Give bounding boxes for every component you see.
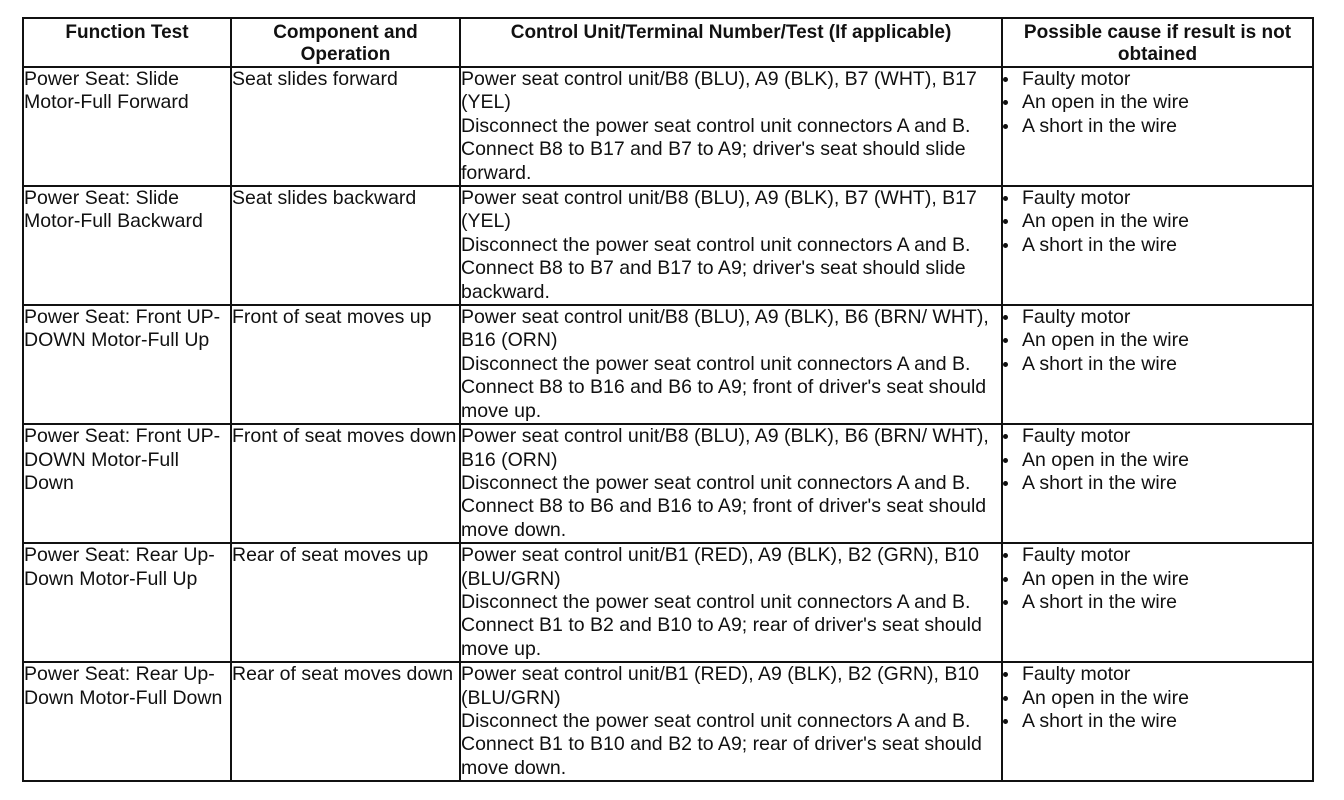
cause-item: An open in the wire xyxy=(1003,91,1312,114)
function-test-table xyxy=(22,17,1314,782)
control-unit-cell xyxy=(460,543,1002,662)
control-unit-cell xyxy=(460,305,1002,424)
cause-item: An open in the wire xyxy=(1003,329,1312,352)
function-test-cell: Power Seat: Rear Up-Down Motor-Full Down xyxy=(23,662,231,781)
table-row xyxy=(23,662,1313,781)
possible-cause-cell xyxy=(1002,67,1313,186)
component-cell: Rear of seat moves up xyxy=(231,543,460,662)
possible-cause-cell xyxy=(1002,662,1313,781)
cause-item: Faulty motor xyxy=(1003,68,1312,91)
bullet-icon xyxy=(1003,100,1008,105)
terminal-numbers: Power seat control unit/B8 (BLU), A9 (BLK), B7 (WHT), B17 (YEL) xyxy=(461,187,977,233)
table-row xyxy=(23,305,1313,424)
bullet-icon xyxy=(1003,434,1008,439)
bullet-icon xyxy=(1003,196,1008,201)
test-procedure: Disconnect the power seat control unit connectors A and B. Connect B8 to B6 and B16 to A9; front of driver's seat should move down. xyxy=(461,471,987,541)
bullet-icon xyxy=(1003,362,1008,367)
bullet-icon xyxy=(1003,672,1008,677)
terminal-numbers: Power seat control unit/B8 (BLU), A9 (BLK), B6 (BRN/ WHT), B16 (ORN) xyxy=(461,306,989,352)
test-procedure: Disconnect the power seat control unit connectors A and B. Connect B1 to B2 and B10 to A9; rear of driver's seat should move up. xyxy=(461,590,982,660)
cause-item: Faulty motor xyxy=(1003,544,1312,567)
possible-cause-cell xyxy=(1002,186,1313,305)
bullet-icon xyxy=(1003,719,1008,724)
component-cell: Seat slides backward xyxy=(231,186,460,305)
cause-item: An open in the wire xyxy=(1003,449,1312,472)
function-test-cell: Power Seat: Rear Up-Down Motor-Full Up xyxy=(23,543,231,662)
cause-item: A short in the wire xyxy=(1003,234,1312,257)
bullet-icon xyxy=(1003,600,1008,605)
cause-item: Faulty motor xyxy=(1003,187,1312,210)
bullet-icon xyxy=(1003,315,1008,320)
bullet-icon xyxy=(1003,553,1008,558)
cause-item: An open in the wire xyxy=(1003,568,1312,591)
bullet-icon xyxy=(1003,481,1008,486)
bullet-icon xyxy=(1003,458,1008,463)
header-row xyxy=(23,18,1313,67)
possible-cause-cell xyxy=(1002,543,1313,662)
bullet-icon xyxy=(1003,338,1008,343)
function-test-cell: Power Seat: Slide Motor-Full Forward xyxy=(23,67,231,186)
table-row xyxy=(23,424,1313,543)
cause-item: Faulty motor xyxy=(1003,663,1312,686)
component-cell: Seat slides forward xyxy=(231,67,460,186)
control-unit-cell xyxy=(460,186,1002,305)
cause-item: An open in the wire xyxy=(1003,210,1312,233)
test-procedure: Disconnect the power seat control unit connectors A and B. Connect B8 to B16 and B6 to A9; front of driver's seat should move up. xyxy=(461,352,987,422)
cause-item: A short in the wire xyxy=(1003,472,1312,495)
bullet-icon xyxy=(1003,243,1008,248)
terminal-numbers: Power seat control unit/B1 (RED), A9 (BLK), B2 (GRN), B10 (BLU/GRN) xyxy=(461,663,980,709)
function-test-cell: Power Seat: Slide Motor-Full Backward xyxy=(23,186,231,305)
control-unit-cell xyxy=(460,67,1002,186)
terminal-numbers: Power seat control unit/B8 (BLU), A9 (BLK), B6 (BRN/ WHT), B16 (ORN) xyxy=(461,425,989,471)
cause-item: An open in the wire xyxy=(1003,687,1312,710)
header-component-operation: Component and Operation xyxy=(231,18,460,67)
bullet-icon xyxy=(1003,577,1008,582)
table-row xyxy=(23,186,1313,305)
bullet-icon xyxy=(1003,124,1008,129)
test-procedure: Disconnect the power seat control unit connectors A and B. Connect B8 to B17 and B7 to A9; driver's seat should slide forward. xyxy=(461,114,971,184)
test-procedure: Disconnect the power seat control unit connectors A and B. Connect B8 to B7 and B17 to A9; driver's seat should slide backward. xyxy=(461,233,971,303)
table-row xyxy=(23,67,1313,186)
bullet-icon xyxy=(1003,77,1008,82)
function-test-cell: Power Seat: Front UP-DOWN Motor-Full Up xyxy=(23,305,231,424)
cause-item: A short in the wire xyxy=(1003,353,1312,376)
header-control-unit: Control Unit/Terminal Number/Test (If applicable) xyxy=(460,18,1002,67)
component-cell: Front of seat moves down xyxy=(231,424,460,543)
function-test-cell: Power Seat: Front UP-DOWN Motor-Full Down xyxy=(23,424,231,543)
possible-cause-cell xyxy=(1002,424,1313,543)
test-procedure: Disconnect the power seat control unit connectors A and B. Connect B1 to B10 and B2 to A9; rear of driver's seat should move down. xyxy=(461,709,982,779)
component-cell: Rear of seat moves down xyxy=(231,662,460,781)
terminal-numbers: Power seat control unit/B8 (BLU), A9 (BLK), B7 (WHT), B17 (YEL) xyxy=(461,68,977,114)
cause-item: A short in the wire xyxy=(1003,710,1312,733)
bullet-icon xyxy=(1003,696,1008,701)
cause-item: Faulty motor xyxy=(1003,306,1312,329)
possible-cause-cell xyxy=(1002,305,1313,424)
control-unit-cell xyxy=(460,424,1002,543)
control-unit-cell xyxy=(460,662,1002,781)
cause-item: A short in the wire xyxy=(1003,115,1312,138)
bullet-icon xyxy=(1003,219,1008,224)
cause-item: A short in the wire xyxy=(1003,591,1312,614)
table-row xyxy=(23,543,1313,662)
component-cell: Front of seat moves up xyxy=(231,305,460,424)
header-function-test: Function Test xyxy=(23,18,231,67)
cause-item: Faulty motor xyxy=(1003,425,1312,448)
terminal-numbers: Power seat control unit/B1 (RED), A9 (BLK), B2 (GRN), B10 (BLU/GRN) xyxy=(461,544,980,590)
header-possible-cause: Possible cause if result is not obtained xyxy=(1002,18,1313,67)
